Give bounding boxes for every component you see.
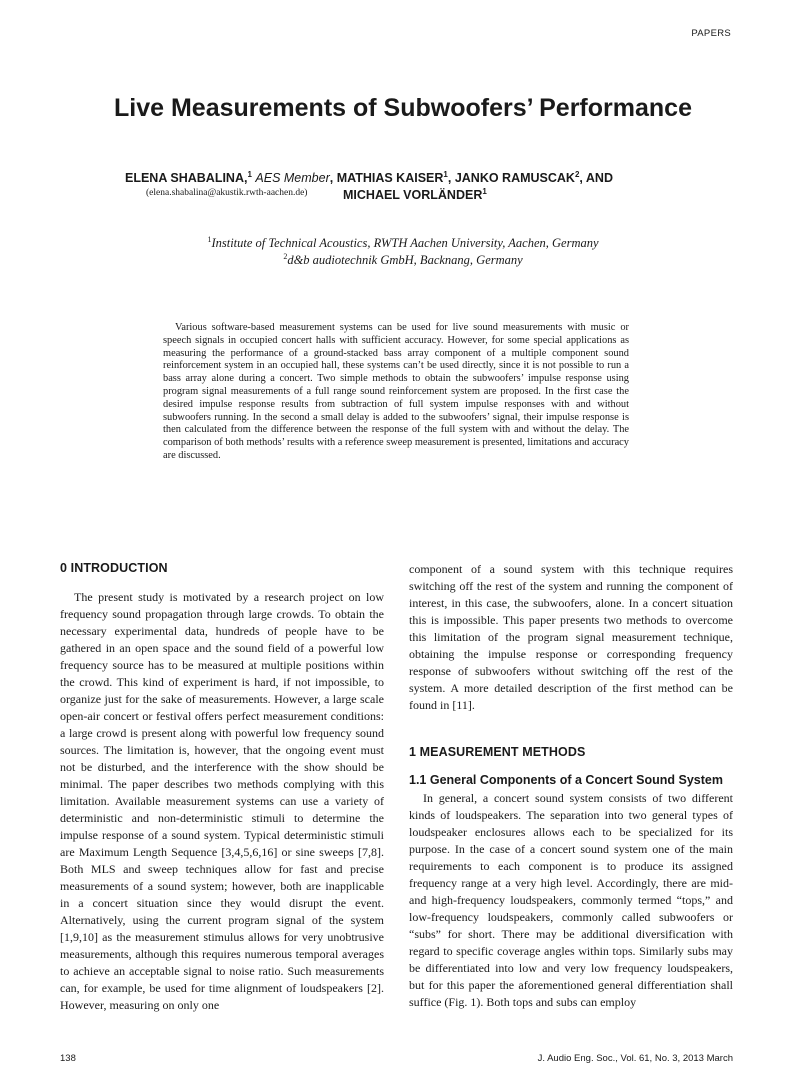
subsection-heading: 1.1 General Components of a Concert Sound System [409, 773, 723, 787]
author-email: (elena.shabalina@akustik.rwth-aachen.de) [146, 188, 308, 198]
author-line [343, 187, 487, 202]
affiliation-number: 2 [283, 252, 288, 261]
running-head: PAPERS [691, 28, 731, 39]
author-name: ELENA SHABALINA, [125, 171, 248, 186]
affiliation-number: 1 [207, 235, 212, 244]
affiliation-text: Institute of Technical Acoustics, RWTH Aachen University, Aachen, Germany [211, 236, 599, 251]
author-line [125, 170, 613, 185]
column-right [409, 561, 733, 1011]
paper-title: Live Measurements of Subwoofers’ Performance [114, 94, 692, 122]
column-left [60, 560, 384, 1014]
author-name: , JANKO RAMUSCAK [447, 171, 575, 186]
page-number: 138 [60, 1053, 76, 1064]
journal-citation: J. Audio Eng. Soc., Vol. 61, No. 3, 2013 March [537, 1053, 733, 1064]
author-name: , MATHIAS KAISER [329, 171, 444, 186]
affiliation-1 [0, 235, 806, 251]
affiliation-mark: 1 [482, 187, 487, 196]
paragraph: The present study is motivated by a research project on low frequency sound propagation through large crowds. To obtain the necessary experimental data, hundreds of people have to be gathered in an open space and the sound field of a powerful low frequency source has to be measured at multiple positions within the crowd. This kind of experiment is hard, if not impossible, to organize just for the sake of measurements. However, a large scale open-air concert or festival offers perfect measurement conditions: a large crowd is present along with powerful low frequency sound sources. The limitation is, however, that the ongoing event must not be disturbed, and the interference with the show should be minimal. The paper describes two methods complying with this limitation. Available measurement systems can use a variety of deterministic and non-deterministic stimuli to determine the impulse response of a sound system. Typical deterministic stimuli are Maximum Length Sequence [3,4,5,6,16] or sine sweeps [7,8]. Both MLS and sweep techniques allow for fast and precise measurements of a sound system; however, both are inapplicable in a concert situation since they would disrupt the event. Alternatively, using the current program signal of the system [1,9,10] as the measurement stimulus allows for very unobtrusive measurements, although this requires numerous temporal averages to achieve an acceptable signal to noise ratio. Such measurements can, for example, be used for time alignment of loudspeakers [2]. However, measuring on only one [60, 590, 384, 1012]
affiliation-mark: 2 [574, 170, 580, 179]
affiliation-mark: 1 [247, 170, 252, 179]
section-heading-introduction: 0 INTRODUCTION [60, 561, 168, 575]
author-conjunction: , AND [579, 171, 613, 186]
paragraph: In general, a concert sound system consists of two different kinds of loudspeakers. The separation into two general types of loudspeaker enclosures allows each to be specialized for its purpose. In the case of a concert sound system one of the main requirements to each component is to produce its assigned frequency range at a very high level. Accordingly, there are mid- and high-frequency loudspeakers, commonly termed “tops,” and low-frequency loudspeakers, commonly called subwoofers or “subs” for short. There may be additional diversification with regard to specific coverage angles within tops. Similarly subs may be differentiated into low and very low frequency loudspeakers, but for this paper the aforementioned general differentiation shall suffice (Fig. 1). Both tops and subs can employ [409, 791, 733, 1009]
author-name: MICHAEL VORLÄNDER [343, 188, 483, 203]
affiliation-mark: 1 [443, 170, 448, 179]
affiliation-text: d&b audiotechnik GmbH, Backnang, Germany [287, 253, 523, 268]
paragraph: component of a sound system with this technique requires switching off the rest of the system and running the component of interest, in this case, the subwoofers, alone. In a concert situation this is impossible. This paper presents two methods to overcome this limitation of the program signal measurement technique, obtaining the impulse response or corresponding frequency response of subwoofers without switching off the rest of the system. A more detailed description of the first method can be found in [11]. [409, 562, 733, 712]
section-heading-measurement-methods: 1 MEASUREMENT METHODS [409, 745, 586, 759]
author-role: AES Member [255, 171, 330, 186]
abstract: Various software-based measurement systems can be used for live sound measurements with music or speech signals in occupied concert halls with sufficient accuracy. However, for some special applications as measuring the performance of a ground-stacked bass array component of a multiple component sound reinforcement system in an occupied hall, these systems can’t be used directly, since it is not possible to run a bass array alone during a concert. Two simple methods to obtain the subwoofers’ impulse response using program signal measurements of a full range sound reinforcement system are proposed. In the first case the desired impulse response results from subtraction of full system impulse responses with and without subwoofers running. In the second a small delay is added to the subwoofers’ signal, their impulse response is then calculated from the difference between the response of the full system with and without the delay. The comparison of both methods’ results with a reference sweep measurement is presented, limitations and accuracy are discussed. [163, 322, 629, 461]
affiliation-2 [0, 252, 806, 268]
